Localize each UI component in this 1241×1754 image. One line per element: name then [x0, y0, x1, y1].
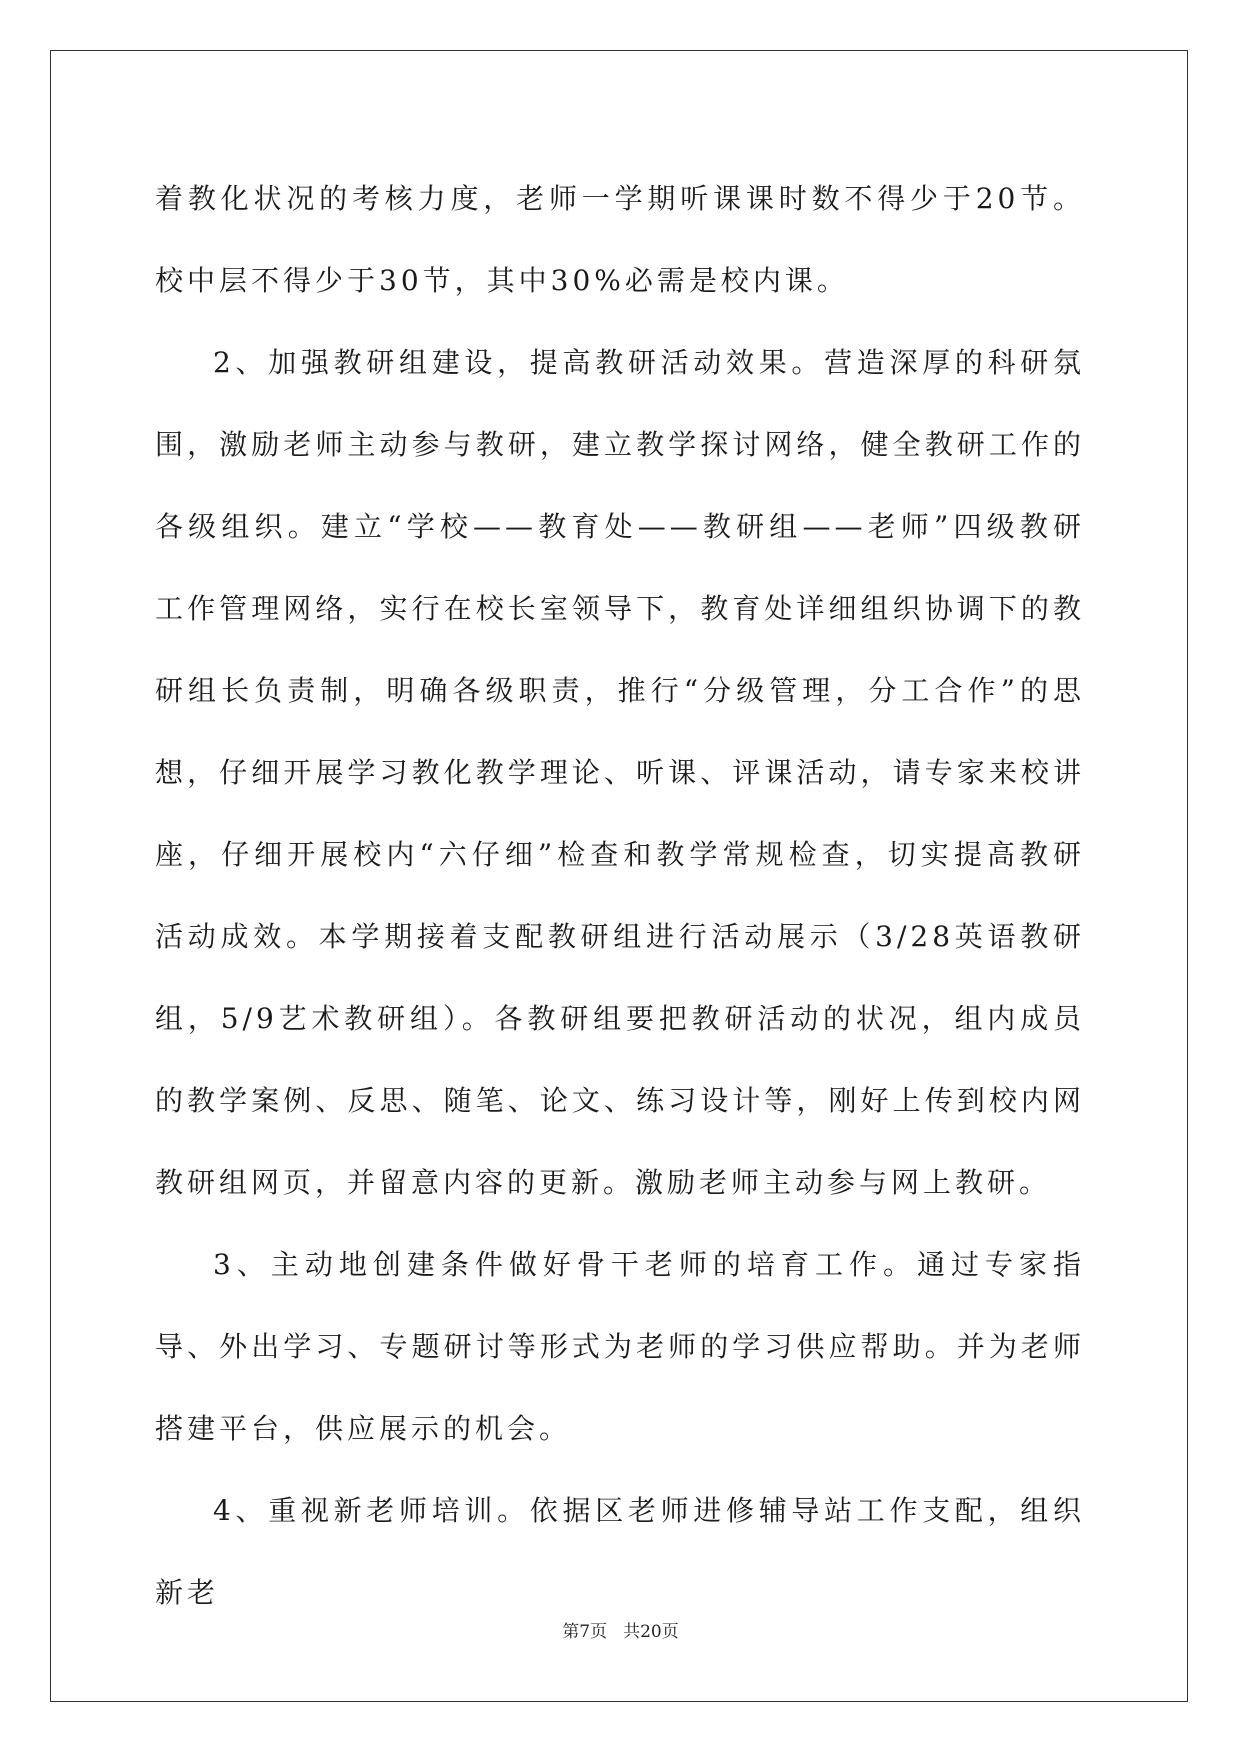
paragraph-4: 4、重视新老师培训。依据区老师进修辅导站工作支配，组织新老 [155, 1494, 1085, 1609]
page-number-total: 共20页 [623, 1622, 679, 1642]
paragraph-1: 着教化状况的考核力度，老师一学期听课课时数不得少于20节。校中层不得少于30节，其中30%必需是校内课。 [155, 182, 1085, 297]
page-number-current: 第7页 [562, 1622, 608, 1642]
paragraph-2: 2、加强教研组建设，提高教研活动效果。营造深厚的科研氛围，激励老师主动参与教研，建立教学探讨网络，健全教研工作的各级组织。建立“学校——教育处——教研组——老师”四级教研工作管理网络，实行在校长室领导下，教育处详细组织协调下的教研组长负责制，明确各级职责，推行“分级管理，分工合作”的思想，仔细开展学习教化教学理论、听课、评课活动，请专家来校讲座，仔细开展校内“六仔细”检查和教学常规检查，切实提高教研活动成效。本学期接着支配教研组进行活动展示（3/28英语教研组，5/9艺术教研组）。各教研组要把教研活动的状况，组内成员的教学案例、反思、随笔、论文、练习设计等，刚好上传到校内网教研组网页，并留意内容的更新。激励老师主动参与网上教研。 [155, 346, 1085, 1199]
document-body [155, 158, 1085, 1634]
page-footer [0, 1617, 1241, 1642]
paragraph-3: 3、主动地创建条件做好骨干老师的培育工作。通过专家指导、外出学习、专题研讨等形式为老师的学习供应帮助。并为老师搭建平台，供应展示的机会。 [155, 1248, 1085, 1445]
